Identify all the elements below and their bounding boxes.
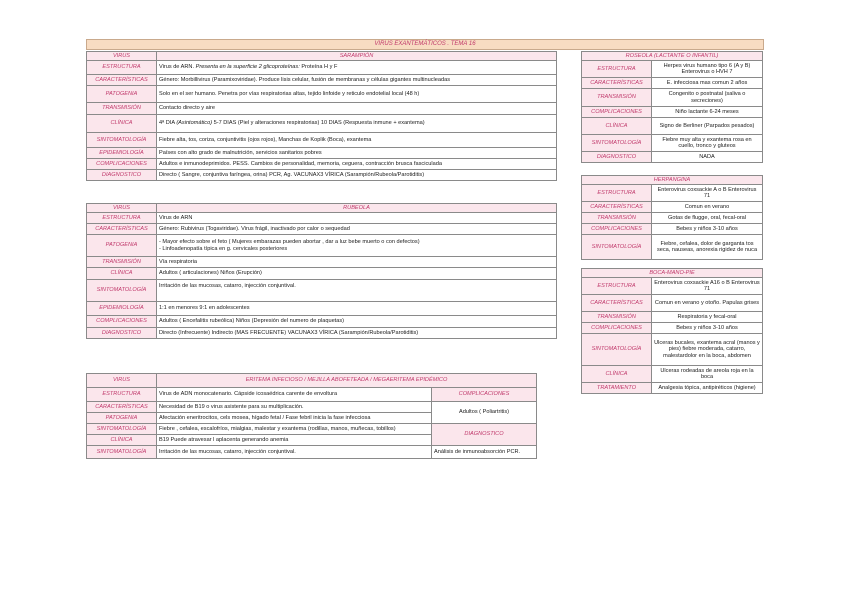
sarampion-value [157, 61, 557, 75]
eritema-value: Afectación eneritrocitos, cels mosea, hígado fetal / Fase febril inicia la fase infecciosa [157, 413, 432, 424]
boca-label: TRATAMIENTO [582, 383, 652, 394]
sarampion-value: Género: Morbillivirus (Paramixoviridae). Produce lisis celular, fusión de membranas y células gigantes multinucleadas [157, 75, 557, 86]
sarampion-value-part: (Piel y alteraciones respiratorias) 10 DIAS (Respuesta inmune + exantema) [237, 120, 425, 127]
eritema-label: CLÍNICA [87, 435, 157, 446]
eritema-diagnostico-label: DIAGNOSTICO [432, 424, 537, 446]
eritema-value: Virus de ADN monocatenario. Cápside icosaédrica carente de envoltura [157, 388, 432, 402]
roseola-label: CLÍNICA [582, 118, 652, 135]
eritema-header-virus: VIRUS [87, 374, 157, 388]
sarampion-value: Contacto directo y aire [157, 103, 557, 115]
sarampion-value-em: (Asintomático) [176, 120, 213, 127]
rubeola-label: PATOGENIA [87, 235, 157, 257]
sarampion-label: COMPLICACIONES [87, 159, 157, 170]
roseola-value: Herpes virus humano tipo 6 (A y B) Enterovirus o HVH 7 [652, 61, 763, 78]
rubeola-value-line: - Linfoadenopatía típica en g. cervicales posteriores [159, 245, 288, 252]
sarampion-header-virus: VIRUS [87, 52, 157, 61]
herpangina-label: SINTOMATOLOGÍA [582, 235, 652, 260]
rubeola-label: CLÍNICA [87, 268, 157, 280]
boca-value: Ulceras rodeadas de areola roja en la boca [652, 366, 763, 383]
sarampion-value-em: Presenta en la superficie 2 glicoproteínas: [195, 64, 300, 71]
boca-label: SINTOMATOLOGÍA [582, 334, 652, 366]
boca-header: BOCA-MANO-PIE [582, 269, 763, 278]
eritema-label: CARACTERÍSTICAS [87, 402, 157, 413]
herpangina-value: Comun en verano [652, 202, 763, 213]
sarampion-label: CLÍNICA [87, 115, 157, 133]
sarampion-label: SINTOMATOLOGÍA [87, 133, 157, 148]
sarampion-value: Adultos e inmunodeprimidos. PESS. Cambios de personalidad, memoria, ceguera, contracción brusca fasciculada [157, 159, 557, 170]
herpangina-value: Bebes y niños 3-10 años [652, 224, 763, 235]
herpangina-label: COMPLICACIONES [582, 224, 652, 235]
roseola-label: CARACTERÍSTICAS [582, 78, 652, 89]
boca-value: Respiratoria y fecal-oral [652, 312, 763, 323]
boca-label: CLÍNICA [582, 366, 652, 383]
rubeola-header: RUBEOLA [157, 204, 557, 213]
herpangina-value: Enterovirus coxsackie A o B Enterovirus 71 [652, 185, 763, 202]
sarampion-label: ESTRUCTURA [87, 61, 157, 75]
herpangina-header: HERPANGINA [582, 176, 763, 185]
boca-value: Analgesia tópica, antipiréticos (higiene) [652, 383, 763, 394]
roseola-table [581, 51, 763, 163]
roseola-label: ESTRUCTURA [582, 61, 652, 78]
sarampion-label: DIAGNOSTICO [87, 170, 157, 181]
boca-label: CARACTERÍSTICAS [582, 295, 652, 312]
rubeola-value [157, 235, 557, 257]
roseola-value: E. infecciosa mas comun 2 años [652, 78, 763, 89]
herpangina-label: ESTRUCTURA [582, 185, 652, 202]
herpangina-value: Fiebre, cefalea, dolor de garganta tos seca, nauseas, anorexia rigidez de nuca [652, 235, 763, 260]
eritema-label: SINTOMATOLOGÍA [87, 424, 157, 435]
boca-value: Ulceras bucales, exantema acral (manos y pies) fiebre moderada, catarro, malestardolor en la boca, abdomen [652, 334, 763, 366]
sarampion-value: Países con alto grado de malnutrición, servicios sanitarios pobres [157, 148, 557, 159]
sarampion-label: PATOGENIA [87, 86, 157, 103]
rubeola-value: Género: Rubivirus (Togaviridae). Virus frágil, inactivado por calor o sequedad [157, 224, 557, 235]
rubeola-value-line: - Mayor efecto sobre el feto ( Mujeres embarazas pueden abortar , dar a luz bebe muerto o con defectos) [159, 239, 420, 246]
roseola-label: DIAGNOSTICO [582, 152, 652, 163]
eritema-label: ESTRUCTURA [87, 388, 157, 402]
rubeola-label: CARACTERÍSTICAS [87, 224, 157, 235]
rubeola-value: Adultos ( Encefalitis rubeólica) Niños (Depresión del numero de plaquetas) [157, 316, 557, 328]
rubeola-label: COMPLICACIONES [87, 316, 157, 328]
rubeola-header-virus: VIRUS [87, 204, 157, 213]
rubeola-label: DIAGNOSTICO [87, 328, 157, 339]
roseola-value: Congenito o postnatal (saliva o secreciones) [652, 89, 763, 107]
boca-label: COMPLICACIONES [582, 323, 652, 334]
herpangina-label: CARACTERÍSTICAS [582, 202, 652, 213]
roseola-value: NADA [652, 152, 763, 163]
rubeola-value: Virus de ARN [157, 213, 557, 224]
herpangina-value: Gotas de flugge, oral, fecal-oral [652, 213, 763, 224]
sarampion-value: Solo en el ser humano. Penetra por vías respiratorias altas, tejido linfoide y reticulo endotelial local (48 h) [157, 86, 557, 103]
eritema-complicaciones-label: COMPLICACIONES [432, 388, 537, 402]
eritema-label: PATOGENIA [87, 413, 157, 424]
sarampion-value: Fiebre alta, tos, coriza, conjuntivitis (ojos rojos), Manchas de Koplik (Boca), exantema [157, 133, 557, 148]
sarampion-value [157, 115, 557, 133]
eritema-label: SINTOMATOLOGÍA [87, 446, 157, 459]
herpangina-label: TRANSMISIÓN [582, 213, 652, 224]
boca-value: Bebes y niños 3-10 años [652, 323, 763, 334]
boca-value: Comun en verano y otoño. Papulas grises [652, 295, 763, 312]
rubeola-value: Directo (Infrecuente) Indirecto (MAS FRECUENTE) VACUNAX3 VÍRICA (Sarampión/Rubeola/Parotiditis) [157, 328, 557, 339]
eritema-diagnostico-value: Análisis de inmunoabsorción PCR. [432, 446, 537, 459]
eritema-complicaciones-value: Adultos ( Poliartritis) [432, 402, 537, 424]
boca-label: ESTRUCTURA [582, 278, 652, 295]
page-banner: VIRUS EXANTEMÁTICOS . TEMA 16 [86, 39, 764, 50]
eritema-value: Fiebre , cefalea, escalofríos, mialgias, malestar y exantema (rodillas, manos, muñecas, tobillos) [157, 424, 432, 435]
boca-mano-pie-table [581, 268, 763, 394]
rubeola-table [86, 203, 557, 339]
rubeola-label: TRANSMISIÓN [87, 257, 157, 268]
eritema-table [86, 373, 537, 459]
boca-label: TRANSMISIÓN [582, 312, 652, 323]
sarampion-label: TRANSMISIÓN [87, 103, 157, 115]
roseola-value: Signo de Berliner (Parpados pesados) [652, 118, 763, 135]
sarampion-value-part: Proteína H y F [299, 64, 338, 71]
eritema-header: ERITEMA INFECIOSO / MEJILLA ABOFETEADA / MEGAERITEMA EPIDÉMICO [157, 374, 537, 388]
rubeola-value: 1:1 en menores 9:1 en adolescentes [157, 302, 557, 316]
eritema-value: B19 Puede atravesar l aplacenta generando anemia [157, 435, 432, 446]
roseola-label: COMPLICACIONES [582, 107, 652, 118]
sarampion-label: CARACTERÍSTICAS [87, 75, 157, 86]
eritema-value: Necesidad de B19 o virus asistente para su multiplicación. [157, 402, 432, 413]
herpangina-table [581, 175, 763, 260]
rubeola-value: Adultos ( articulaciones) Niños (Erupción) [157, 268, 557, 280]
sarampion-value-part: 5-7 DIAS [212, 120, 238, 127]
roseola-value: Niño lactante 6-24 meses [652, 107, 763, 118]
boca-value: Enterovirus coxsackie A16 o B Enterovirus 71 [652, 278, 763, 295]
eritema-value: Irritación de las mucosas, catarro, injección conjuntival. [157, 446, 432, 459]
roseola-header: ROSEOLA (LACTANTE O INFANTIL) [582, 52, 763, 61]
rubeola-label: EPIDEMIOLOGÍA [87, 302, 157, 316]
sarampion-label: EPIDEMIOLOGÍA [87, 148, 157, 159]
roseola-value: Fiebre muy alta y exantema rosa en cuello, tronco y gluteos [652, 135, 763, 152]
sarampion-value-part: 4ª DIA [159, 120, 177, 127]
rubeola-value: Irritación de las mucosas, catarro, injección conjuntival. [157, 280, 557, 302]
rubeola-value: Vía respiratoria [157, 257, 557, 268]
sarampion-header: SARAMPIÓN [157, 52, 557, 61]
sarampion-value-part: Virus de ARN. [159, 64, 196, 71]
sarampion-value: Directo ( Sangre, conjuntiva faríngea, orina) PCR, Ag. VACUNAX3 VÍRICA (Sarampión/Rubeola/Parotiditis) [157, 170, 557, 181]
rubeola-label: SINTOMATOLOGÍA [87, 280, 157, 302]
rubeola-label: ESTRUCTURA [87, 213, 157, 224]
roseola-label: TRANSMISIÓN [582, 89, 652, 107]
roseola-label: SINTOMATOLOGÍA [582, 135, 652, 152]
sarampion-table [86, 51, 557, 181]
